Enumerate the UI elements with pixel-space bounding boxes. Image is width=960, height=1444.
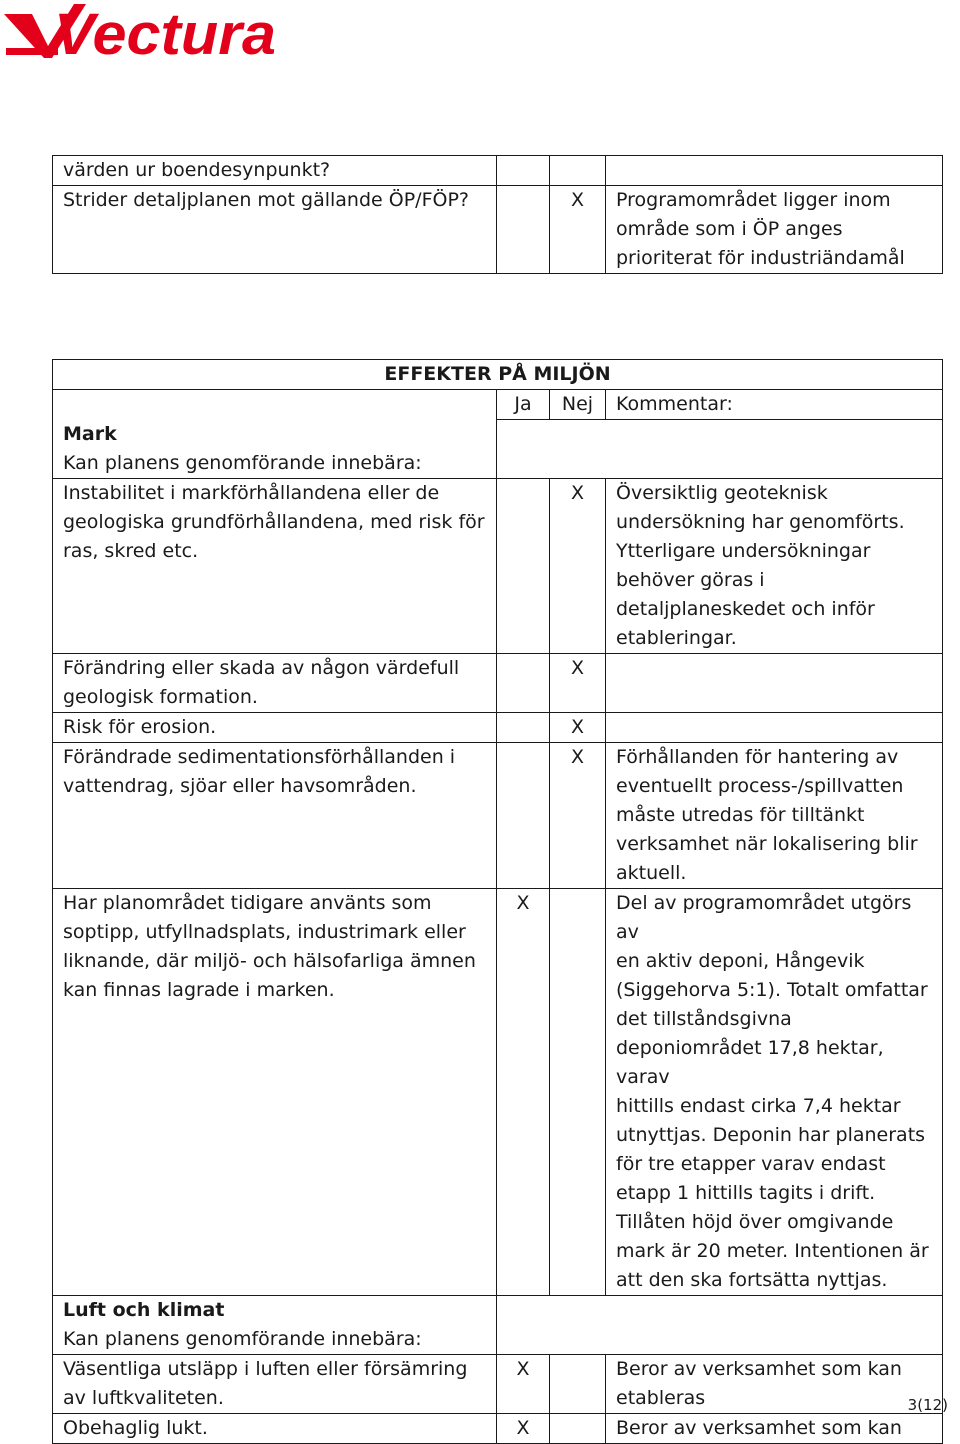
environment-effects-table xyxy=(52,359,943,1444)
header-comment: Kommentar: xyxy=(606,390,943,420)
ja-cell xyxy=(497,712,550,742)
table-row xyxy=(53,1413,943,1443)
table-row xyxy=(53,478,943,653)
question-line: soptipp, utfyllnadsplats, industrimark eller xyxy=(63,920,466,943)
question-cell xyxy=(53,1354,497,1413)
comment-line: utnyttjas. Deponin har planerats xyxy=(616,1123,926,1146)
ja-cell xyxy=(497,653,550,712)
comment-line: eventuellt process-/spillvatten xyxy=(616,774,904,797)
question-cell xyxy=(53,653,497,712)
comment-line: område som i ÖP anges xyxy=(616,218,843,240)
table-row xyxy=(53,1354,943,1413)
comment-line: aktuell. xyxy=(616,861,687,884)
vectura-logo xyxy=(4,4,276,60)
question-cell xyxy=(53,478,497,653)
table-row xyxy=(53,653,943,712)
comment-cell xyxy=(606,1354,943,1413)
comment-line: måste utredas för tilltänkt xyxy=(616,803,865,826)
question-line: geologisk formation. xyxy=(63,685,258,708)
ja-cell xyxy=(497,156,550,186)
comment-line: det tillståndsgivna xyxy=(616,1007,792,1030)
comment-line: en aktiv deponi, Hångevik xyxy=(616,949,865,972)
table-title: EFFEKTER PÅ MILJÖN xyxy=(53,360,943,390)
comment-line: detaljplaneskedet och inför xyxy=(616,597,875,620)
comment-line: Översiktlig geoteknisk xyxy=(616,481,828,504)
question-cell xyxy=(53,712,497,742)
nej-cell xyxy=(550,1413,606,1443)
section-heading: Mark xyxy=(63,422,117,445)
comment-line: behöver göras i xyxy=(616,568,765,591)
page-number: 3(12) xyxy=(907,1396,948,1414)
question-line: geologiska grundförhållandena, med risk för xyxy=(63,510,485,533)
comment-line: mark är 20 meter. Intentionen är xyxy=(616,1239,929,1262)
comment-line: Del av programområdet utgörs av xyxy=(616,891,912,943)
table-row xyxy=(53,888,943,1295)
ja-cell: X xyxy=(497,1413,550,1443)
comment-line: undersökning har genomförts. xyxy=(616,510,905,533)
comment-line: (Siggehorva 5:1). Totalt omfattar xyxy=(616,978,928,1001)
nej-cell: X xyxy=(550,712,606,742)
comment-line: Ytterligare undersökningar xyxy=(616,539,871,562)
section-heading-cell xyxy=(53,1295,497,1354)
question-cell xyxy=(53,1413,497,1443)
comment-cell xyxy=(606,712,943,742)
question-line: Risk för erosion. xyxy=(63,715,217,738)
question-line: Väsentliga utsläpp i luften eller försämring xyxy=(63,1357,468,1380)
section-intro: Kan planens genomförande innebära: xyxy=(63,1327,422,1350)
question-line: Obehaglig lukt. xyxy=(63,1416,208,1439)
comment-line: att den ska fortsätta nyttjas. xyxy=(616,1268,888,1291)
question-line: liknande, där miljö- och hälsofarliga ämnen xyxy=(63,949,476,972)
question-line: Har planområdet tidigare använts som xyxy=(63,891,432,914)
question-cell xyxy=(53,888,497,1295)
table-row xyxy=(53,742,943,888)
question-line: av luftkvaliteten. xyxy=(63,1386,224,1409)
table-title-row xyxy=(53,360,943,390)
comment-cell xyxy=(606,478,943,653)
table-header-row xyxy=(53,390,943,420)
section-blank-cell xyxy=(497,420,943,479)
question-line: Instabilitet i markförhållandena eller de xyxy=(63,481,440,504)
question-cell: Strider detaljplanen mot gällande ÖP/FÖP? xyxy=(53,186,497,274)
comment-line: Tillåten höjd över omgivande xyxy=(616,1210,894,1233)
comment-line: etableras xyxy=(616,1386,706,1409)
table-row xyxy=(53,156,943,186)
header-nej: Nej xyxy=(550,390,606,420)
question-cell: värden ur boendesynpunkt? xyxy=(53,156,497,186)
question-line: Förändrade sedimentationsförhållanden i xyxy=(63,745,456,768)
ja-cell: X xyxy=(497,1354,550,1413)
comment-line: verksamhet när lokalisering blir xyxy=(616,832,918,855)
section-heading-row xyxy=(53,420,943,479)
comment-cell xyxy=(606,186,943,274)
section-intro: Kan planens genomförande innebära: xyxy=(63,451,422,474)
section-heading: Luft och klimat xyxy=(63,1298,225,1321)
table-row xyxy=(53,712,943,742)
comment-cell xyxy=(606,156,943,186)
comment-cell xyxy=(606,1413,943,1443)
question-cell xyxy=(53,742,497,888)
nej-cell xyxy=(550,888,606,1295)
comment-cell xyxy=(606,653,943,712)
question-line: ras, skred etc. xyxy=(63,539,199,562)
header-ja: Ja xyxy=(497,390,550,420)
comment-line: deponiområdet 17,8 hektar, varav xyxy=(616,1036,884,1088)
comment-line: för tre etapper varav endast xyxy=(616,1152,886,1175)
logo-text: Vectura xyxy=(54,4,276,60)
question-line: Förändring eller skada av någon värdefull xyxy=(63,656,460,679)
comment-line: Förhållanden för hantering av xyxy=(616,745,899,768)
comment-cell xyxy=(606,742,943,888)
table-row xyxy=(53,186,943,274)
comment-line: hittills endast cirka 7,4 hektar xyxy=(616,1094,901,1117)
ja-cell xyxy=(497,186,550,274)
comment-line: etableringar. xyxy=(616,626,737,649)
header-blank-cell xyxy=(53,390,497,420)
section-blank-cell xyxy=(497,1295,943,1354)
comment-line: etapp 1 hittills tagits i drift. xyxy=(616,1181,876,1204)
ja-cell xyxy=(497,742,550,888)
nej-cell: X xyxy=(550,478,606,653)
section-heading-row xyxy=(53,1295,943,1354)
nej-cell xyxy=(550,1354,606,1413)
plan-questions-table xyxy=(52,155,943,274)
comment-line: Programområdet ligger inom xyxy=(616,189,891,211)
question-line: vattendrag, sjöar eller havsområden. xyxy=(63,774,417,797)
comment-line: Beror av verksamhet som kan xyxy=(616,1357,902,1380)
nej-cell: X xyxy=(550,742,606,888)
comment-line: prioriterat för industriändamål xyxy=(616,247,905,269)
nej-cell xyxy=(550,156,606,186)
question-line: kan finnas lagrade i marken. xyxy=(63,978,335,1001)
nej-cell: X xyxy=(550,186,606,274)
nej-cell: X xyxy=(550,653,606,712)
section-heading-cell xyxy=(53,420,497,479)
comment-line: Beror av verksamhet som kan xyxy=(616,1416,902,1439)
ja-cell xyxy=(497,478,550,653)
comment-cell xyxy=(606,888,943,1295)
ja-cell: X xyxy=(497,888,550,1295)
